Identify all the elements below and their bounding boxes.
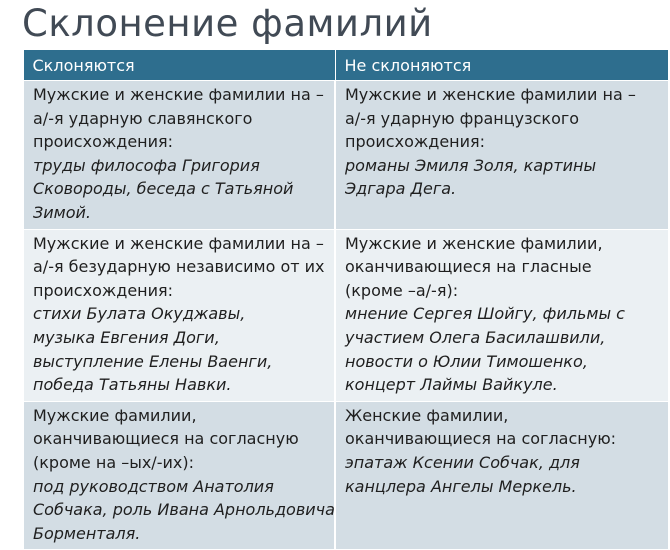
example-line: под руководством Анатолия — [33, 476, 274, 496]
rule-line: происхождения: — [345, 132, 486, 152]
example-line: победа Татьяны Навки. — [33, 375, 232, 395]
rule-line: а/-я ударную славянского — [33, 108, 253, 128]
example-line: мнение Сергея Шойгу, фильмы с — [345, 304, 625, 324]
example-line: Эдгара Дега. — [345, 179, 457, 199]
table-row — [23, 229, 668, 401]
rule-line: (кроме на –ых/-их): — [33, 452, 194, 472]
rule-line: оканчивающиеся на согласную — [33, 429, 299, 449]
column-header-not-declined: Не склоняются — [335, 50, 668, 81]
example-line: Сковороды, беседа с Татьяной — [33, 179, 294, 199]
example-line: канцлера Ангелы Меркель. — [345, 476, 577, 496]
rule-line: Мужские и женские фамилии на – — [33, 233, 324, 253]
example-line: концерт Лаймы Вайкуле. — [345, 375, 558, 395]
example-line: Борменталя. — [33, 523, 141, 543]
example-line: музыка Евгения Доги, — [33, 327, 220, 347]
rule-line: а/-я безударную независимо от их — [33, 257, 325, 277]
table-header-row — [23, 50, 668, 81]
rule-line: (кроме –а/-я): — [345, 280, 459, 300]
rule-line: происхождения: — [33, 280, 174, 300]
table-cell-not-declined — [335, 81, 668, 230]
example-line: Собчака, роль Ивана Арнольдовича — [33, 500, 335, 520]
rule-line: оканчивающиеся на согласную: — [345, 429, 617, 449]
table-cell-declined — [23, 401, 335, 550]
example-line: стихи Булата Окуджавы, — [33, 304, 246, 324]
example-line: участием Олега Басилашвили, — [345, 327, 606, 347]
page-title: Склонение фамилий — [22, 2, 433, 45]
column-header-declined: Склоняются — [23, 50, 335, 81]
table-row — [23, 81, 668, 230]
example-line: романы Эмиля Золя, картины — [345, 155, 597, 175]
table-cell-declined — [23, 229, 335, 401]
rule-line: Мужские и женские фамилии на – — [345, 85, 636, 104]
rule-line: Мужские фамилии, — [33, 405, 197, 425]
rule-line: Мужские и женские фамилии на – — [33, 85, 324, 104]
example-line: труды философа Григория — [33, 155, 260, 175]
example-line: новости о Юлии Тимошенко, — [345, 351, 588, 371]
example-line: выступление Елены Ваенги, — [33, 351, 273, 371]
rule-line: Мужские и женские фамилии, — [345, 233, 603, 253]
rule-line: оканчивающиеся на гласные — [345, 257, 592, 277]
rule-line: происхождения: — [33, 132, 174, 152]
table-cell-not-declined — [335, 229, 668, 401]
table-row — [23, 401, 668, 550]
table-cell-not-declined — [335, 401, 668, 550]
example-line: Зимой. — [33, 202, 91, 222]
rule-line: Женские фамилии, — [345, 405, 509, 425]
rule-line: а/-я ударную французского — [345, 108, 580, 128]
declension-table — [22, 49, 669, 550]
table-cell-declined — [23, 81, 335, 230]
example-line: эпатаж Ксении Собчак, для — [345, 452, 580, 472]
